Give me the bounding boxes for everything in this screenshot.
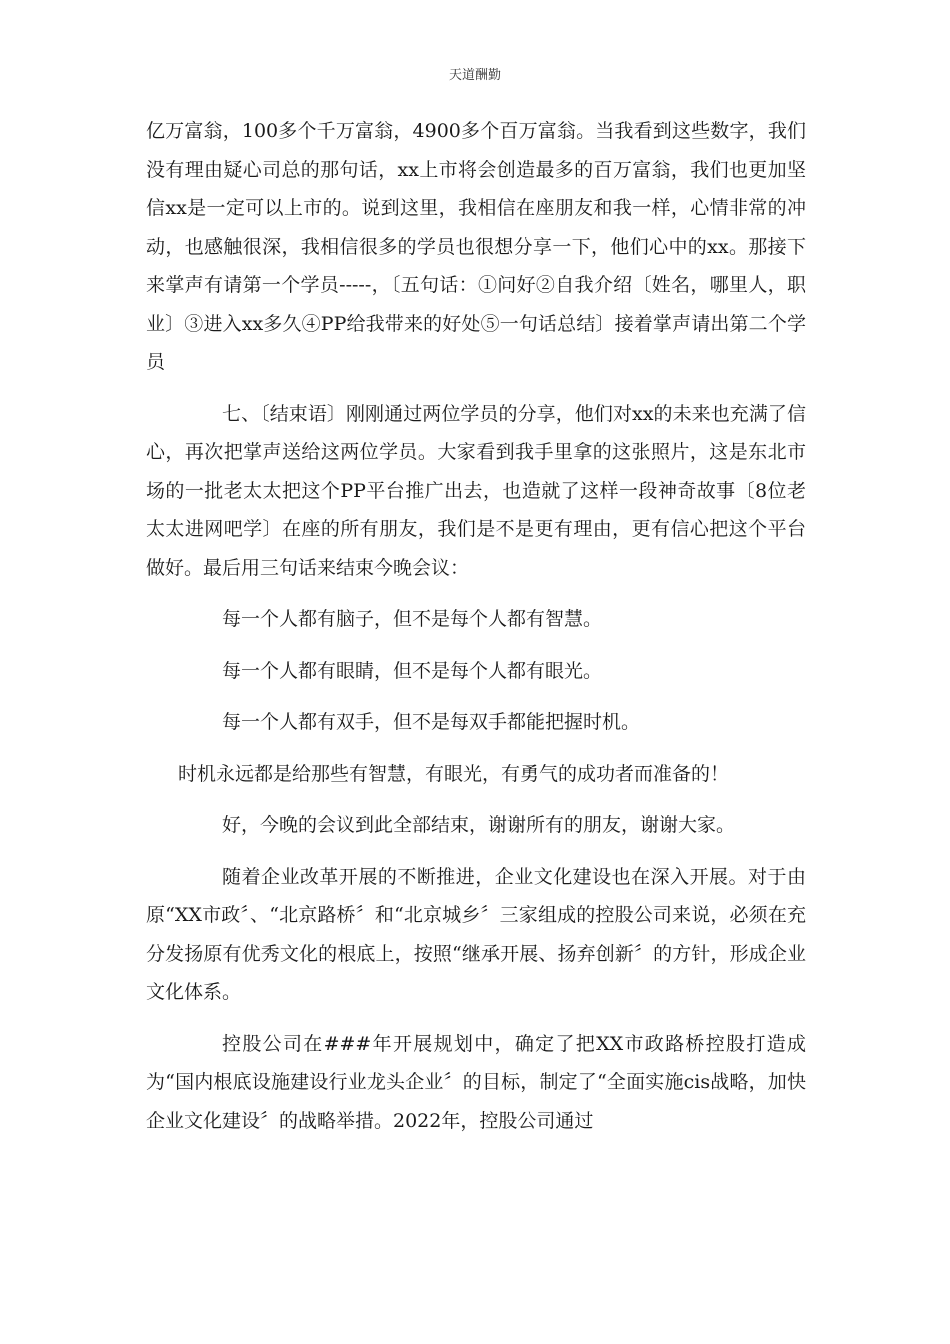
closing-line: 时机永远都是给那些有智慧，有眼光，有勇气的成功者而准备的！ bbox=[178, 762, 730, 785]
quote-line-3: 每一个人都有双手，但不是每双手都能把握时机。 bbox=[222, 711, 641, 733]
quote-line-1: 每一个人都有脑子，但不是每个人都有智慧。 bbox=[222, 608, 603, 630]
quote-line-2: 每一个人都有眼睛，但不是每个人都有眼光。 bbox=[222, 659, 603, 682]
page-header: 天道酬勤 bbox=[448, 68, 501, 83]
document-body bbox=[146, 112, 806, 1153]
paragraph-3: 随着企业改革开展的不断推进，企业文化建设也在深入开展。对于由原“XX市政〞、“北京路桥〞和“北京城乡〞三家组成的控股公司来说，必须在充分发扬原有优秀文化的根底上，按照“继承开展、扬弃创新〞的方针，形成企业文化体系。 bbox=[146, 865, 806, 1003]
farewell-line: 好，今晚的会议到此全部结束，谢谢所有的朋友，谢谢大家。 bbox=[222, 814, 736, 836]
paragraph-4: 控股公司在###年开展规划中，确定了把XX市政路桥控股打造成为“国内根底设施建设行业龙头企业〞的目标，制定了“全面实施cis战略，加快企业文化建设〞的战略举措。2022年，控股公司通过 bbox=[146, 1032, 806, 1132]
paragraph-1: 亿万富翁，100多个千万富翁，4900多个百万富翁。当我看到这些数字，我们没有理由疑心司总的那句话，xx上市将会创造最多的百万富翁，我们也更加坚信xx是一定可以上市的。说到这里，我相信在座朋友和我一样，心情非常的冲动，也感触很深，我相信很多的学员也很想分享一下，他们心中的xx。那接下来掌声有请第一个学员-----，〔五句话：①问好②自我介绍〔姓名，哪里人，职业〕③进入xx多久④PP给我带来的好处⑤一句话总结〕接着掌声请出第二个学员 bbox=[146, 120, 806, 373]
paragraph-2: 七、〔结束语〕刚刚通过两位学员的分享，他们对xx的未来也充满了信心，再次把掌声送给这两位学员。大家看到我手里拿的这张照片，这是东北市场的一批老太太把这个PP平台推广出去，也造就了这样一段神奇故事〔8位老太太进网吧学〕在座的所有朋友，我们是不是更有理由，更有信心把这个平台做好。最后用三句话来结束今晚会议： bbox=[146, 402, 806, 579]
